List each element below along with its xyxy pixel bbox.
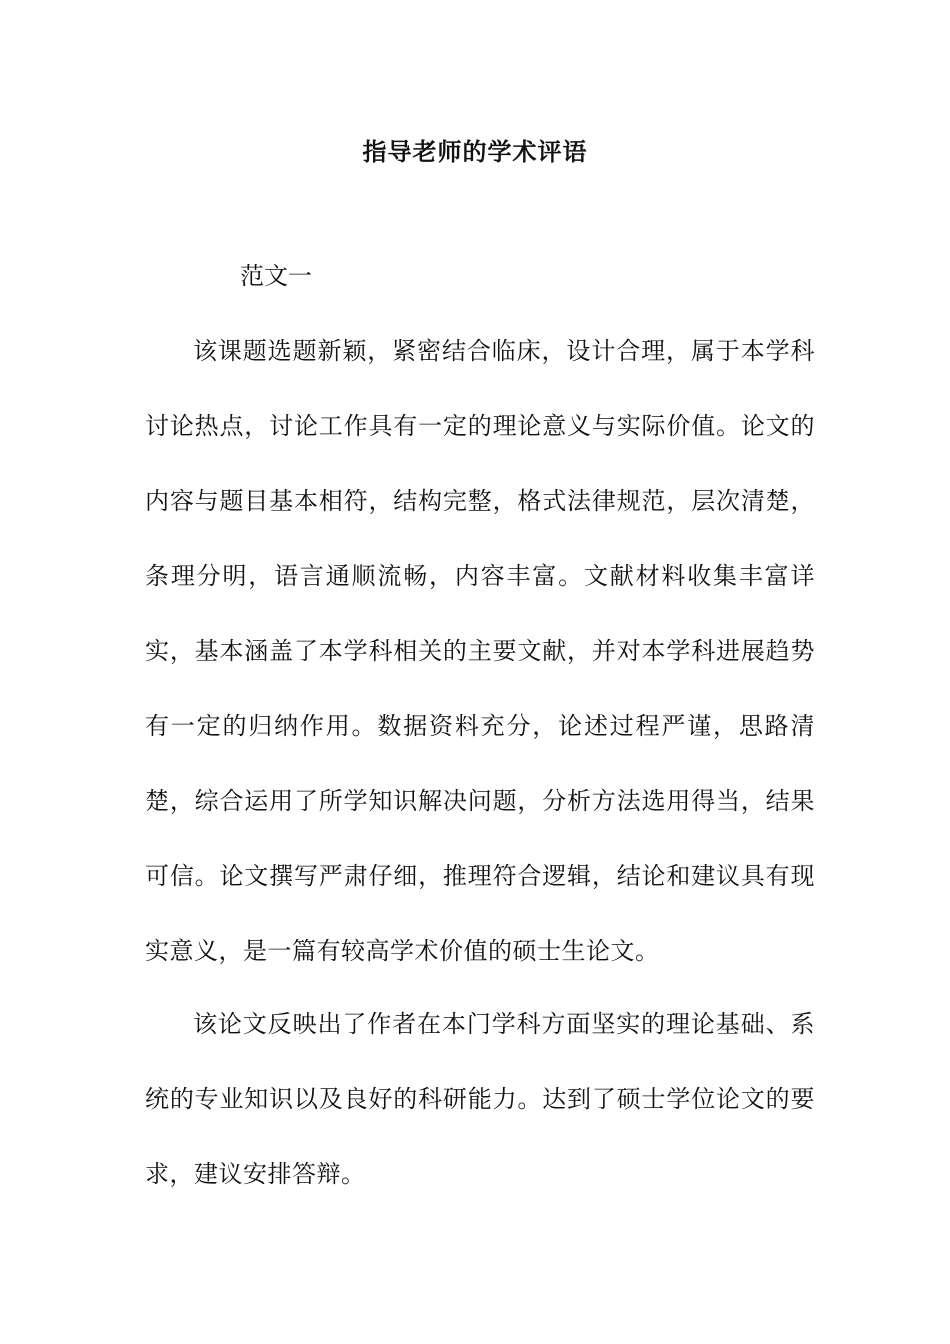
paragraph-block-2	[145, 987, 815, 1212]
sample-heading: 范文一	[240, 262, 312, 290]
paragraph-1: 该课题选题新颖，紧密结合临床，设计合理，属于本学科讨论热点，讨论工作具有一定的理论意义与实际价值。论文的内容与题目基本相符，结构完整，格式法律规范，层次清楚，条理分明，语言通顺流畅，内容丰富。文献材料收集丰富详实，基本涵盖了本学科相关的主要文献，并对本学科进展趋势有一定的归纳作用。数据资料充分，论述过程严谨，思路清楚，综合运用了所学知识解决问题，分析方法选用得当，结果可信。论文撰写严肃仔细，推理符合逻辑，结论和建议具有现实意义，是一篇有较高学术价值的硕士生论文。	[145, 337, 815, 965]
paragraph-block-1	[145, 314, 815, 989]
paragraph-2: 该论文反映出了作者在本门学科方面坚实的理论基础、系统的专业知识以及良好的科研能力。达到了硕士学位论文的要求，建议安排答辩。	[145, 1010, 815, 1188]
document-title: 指导老师的学术评语	[362, 138, 588, 166]
